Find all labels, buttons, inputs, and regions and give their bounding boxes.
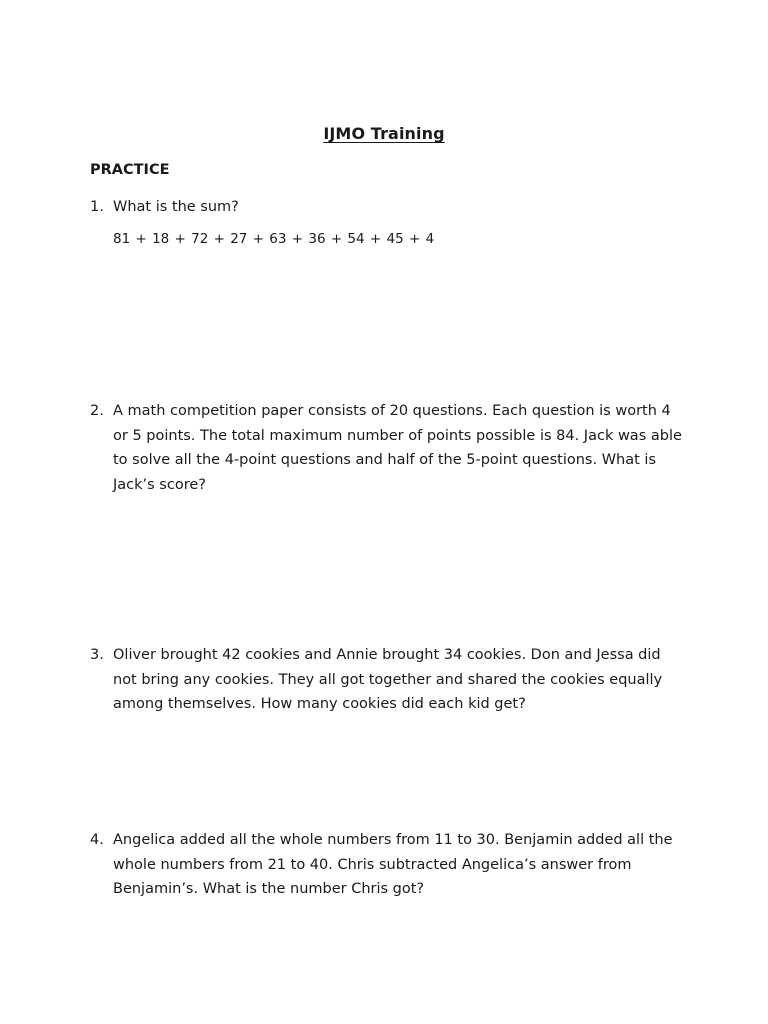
question-line: Jack’s score? — [113, 476, 206, 493]
question-line: not bring any cookies. They all got together and shared the cookies equally — [113, 671, 663, 688]
question-number: 1. — [90, 199, 104, 215]
page-title: IJMO Training — [323, 124, 445, 143]
question-text: What is the sum? — [113, 199, 239, 215]
section-heading: PRACTICE — [90, 162, 170, 178]
question-line: Angelica added all the whole numbers from 11 to 30. Benjamin added all the — [113, 832, 673, 848]
question-1 — [90, 195, 690, 220]
question-number: 2. — [90, 403, 104, 419]
question-2 — [90, 399, 690, 497]
question-line: A math competition paper consists of 20 questions. Each question is worth 4 — [113, 403, 671, 419]
question-4 — [90, 828, 690, 902]
question-number: 3. — [90, 647, 104, 663]
question-3 — [90, 643, 690, 717]
question-line: whole numbers from 21 to 40. Chris subtracted Angelica’s answer from — [113, 856, 632, 873]
question-line: Oliver brought 42 cookies and Annie brought 34 cookies. Don and Jessa did — [113, 647, 661, 663]
question-line: to solve all the 4-point questions and half of the 5-point questions. What is — [113, 452, 656, 468]
question-number: 4. — [90, 832, 104, 848]
sum-equation: 81 + 18 + 72 + 27 + 63 + 36 + 54 + 45 + 4 — [113, 231, 435, 247]
question-line: or 5 points. The total maximum number of points possible is 84. Jack was able — [113, 427, 682, 444]
question-line: Benjamin’s. What is the number Chris got? — [113, 881, 425, 897]
question-line: among themselves. How many cookies did each kid get? — [113, 696, 526, 712]
